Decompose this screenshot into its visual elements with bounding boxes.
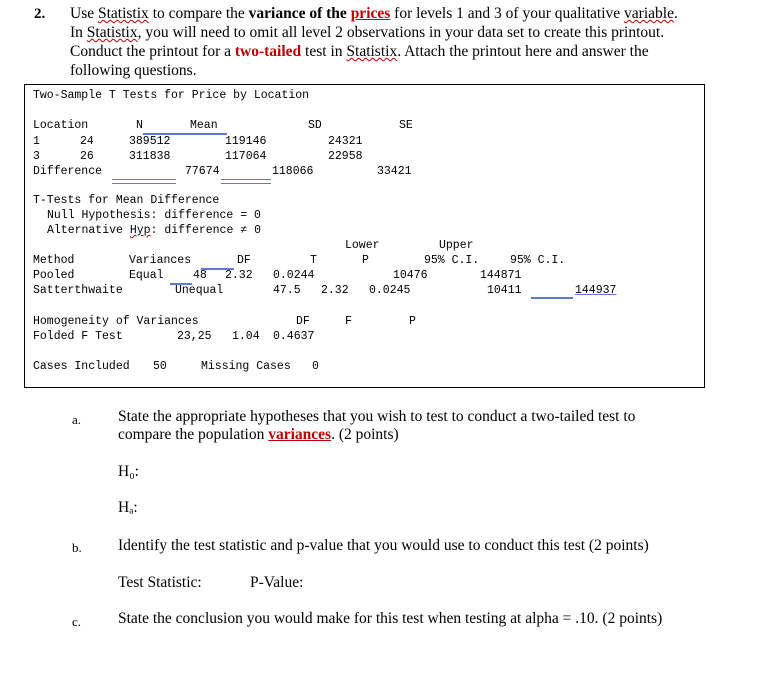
h0-label: H₀: (118, 463, 139, 480)
p-value-label: P-Value: (250, 574, 304, 591)
two-tailed-emphasis: two-tailed (234, 43, 302, 60)
test-statistic-label: Test Statistic: (118, 574, 202, 591)
header-n: N (136, 119, 143, 132)
row1-location: 1 (33, 135, 40, 148)
row1-se: 24321 (328, 135, 363, 148)
header-se: SE (399, 119, 413, 132)
question-number: 2. (34, 6, 46, 22)
folded-f-value: 1.04 (232, 330, 260, 343)
pooled-upper: 144871 (480, 269, 522, 282)
row1-mean: 389512 (129, 135, 171, 148)
part-b-text: Identify the test statistic and p-value that you would use to conduct this test (2 points) (118, 537, 649, 554)
satterthwaite-t: 2.32 (321, 284, 349, 297)
pooled-p: 0.0244 (273, 269, 315, 282)
row3-n: 26 (80, 150, 94, 163)
row1-sd: 119146 (225, 135, 267, 148)
difference-se: 33421 (377, 165, 412, 178)
satterthwaite-p: 0.0245 (369, 284, 411, 297)
row3-se: 22958 (328, 150, 363, 163)
satterthwaite-variances: Unequal (175, 284, 224, 297)
satterthwaite-lower: 10411 (487, 284, 522, 297)
row1-n: 24 (80, 135, 94, 148)
part-a-line-1: State the appropriate hypotheses that you wish to test to conduct a two-tailed test to (118, 408, 636, 425)
satterthwaite-method: Satterthwaite (33, 284, 123, 297)
question-line-4: following questions. (70, 62, 197, 79)
pooled-t: 2.32 (225, 269, 253, 282)
homogeneity-title: Homogeneity of Variances (33, 315, 199, 328)
folded-f-p: 0.4637 (273, 330, 315, 343)
header-sd: SD (308, 119, 322, 132)
alternative-hypothesis: Alternative Hyp: difference ≠ 0 (47, 224, 261, 237)
difference-label: Difference (33, 165, 103, 178)
part-a-label: a. (72, 412, 82, 427)
row3-mean: 311838 (129, 150, 171, 163)
prices-emphasis: prices (350, 5, 391, 22)
missing-cases-label: Missing Cases (201, 360, 291, 373)
difference-underline (112, 179, 176, 184)
variable-word: variable (624, 5, 674, 22)
part-b-label: b. (72, 540, 82, 555)
pooled-df: 48 (193, 269, 207, 282)
question-line-2: In Statistix, you will need to omit all level 2 observations in your data set to create this printout. (70, 24, 665, 41)
ci-upper-header: Upper (439, 239, 474, 252)
question-line-1: Use Statistix to compare the variance of the prices for levels 1 and 3 of your qualitative variable. (70, 5, 678, 22)
statistix-word: Statistix (97, 5, 149, 22)
part-c-label: c. (72, 614, 82, 629)
satterthwaite-underline (531, 297, 573, 299)
difference-mean: 77674 (185, 165, 220, 178)
part-c-text: State the conclusion you would make for this test when testing at alpha = .10. (2 points) (118, 610, 663, 627)
header-ci-2: 95% C.I. (510, 254, 566, 267)
variances-emphasis: variances (268, 426, 332, 443)
homogeneity-p-header: P (409, 315, 416, 328)
variance-emphasis: variance of the (248, 5, 347, 22)
ttests-title: T-Tests for Mean Difference (33, 194, 220, 207)
cases-included-value: 50 (153, 360, 167, 373)
missing-cases-value: 0 (312, 360, 319, 373)
cases-included-label: Cases Included (33, 360, 130, 373)
satterthwaite-upper: 144937 (575, 284, 617, 297)
header-mean: Mean (190, 119, 218, 132)
pooled-method: Pooled (33, 269, 75, 282)
header-t: T (310, 254, 317, 267)
ha-label: Hₐ: (118, 499, 138, 516)
difference-underline-2 (221, 179, 271, 184)
part-a-line-2: compare the population variances. (2 points) (118, 426, 399, 443)
header-location: Location (33, 119, 89, 132)
folded-f-df: 23,25 (177, 330, 212, 343)
statistix-printout (24, 84, 705, 388)
printout-title: Two-Sample T Tests for Price by Location (33, 89, 310, 102)
pooled-lower: 10476 (393, 269, 428, 282)
row3-location: 3 (33, 150, 40, 163)
header-ci-1: 95% C.I. (424, 254, 480, 267)
header-p: P (362, 254, 369, 267)
ci-lower-header: Lower (345, 239, 380, 252)
homogeneity-df-header: DF (296, 315, 310, 328)
row3-sd: 117064 (225, 150, 267, 163)
folded-f-label: Folded F Test (33, 330, 123, 343)
header-variances: Variances (129, 254, 192, 267)
difference-sd: 118066 (272, 165, 314, 178)
header-method: Method (33, 254, 75, 267)
satterthwaite-df: 47.5 (273, 284, 301, 297)
pooled-variances: Equal (129, 269, 164, 282)
homogeneity-f-header: F (345, 315, 352, 328)
header-df: DF (237, 254, 251, 267)
null-hypothesis: Null Hypothesis: difference = 0 (47, 209, 261, 222)
question-line-3: Conduct the printout for a two-tailed test in Statistix. Attach the printout here and answer the (70, 43, 649, 60)
